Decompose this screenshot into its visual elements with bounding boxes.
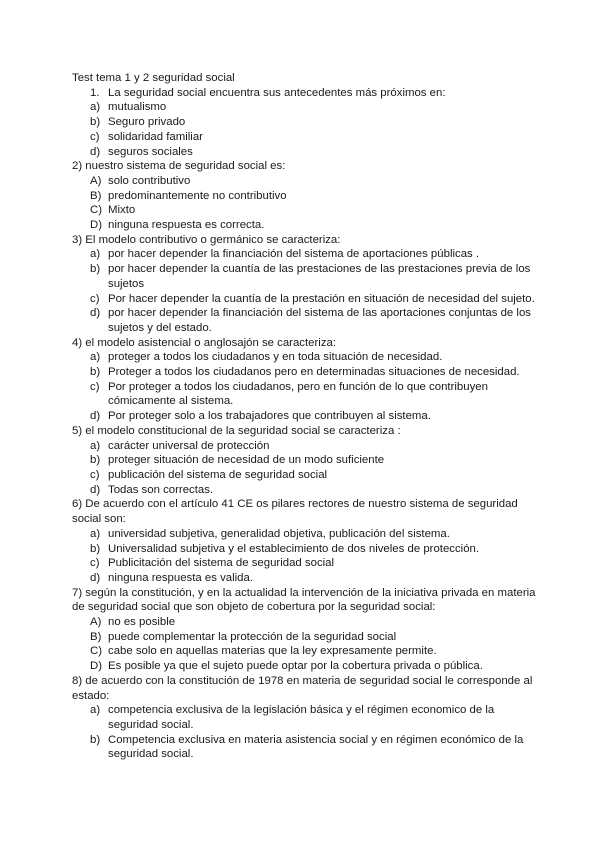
answer-option [90, 247, 534, 262]
answer-option [90, 189, 534, 204]
question-1-number: 1. [90, 86, 100, 99]
option-text-line: seguridad social. [108, 748, 194, 761]
answer-option [90, 203, 534, 218]
option-label: B) [90, 189, 102, 202]
option-label: c) [90, 468, 100, 481]
answer-option [90, 659, 534, 674]
answer-option [90, 409, 534, 424]
answer-option [90, 218, 534, 233]
option-label: b) [90, 366, 101, 379]
answer-option [90, 615, 534, 630]
option-text-line: universidad subjetiva, generalidad objetiva, publicación del sistema. [108, 527, 450, 540]
answer-option [90, 306, 534, 335]
option-text-line: Por hacer depender la cuantía de la prestación en situación de necesidad del sujeto. [108, 292, 535, 305]
answer-option [90, 350, 534, 365]
option-text [108, 527, 534, 542]
question-text-line: 3) El modelo contributivo o germánico se caracteriza: [72, 233, 341, 246]
option-label: d) [90, 483, 101, 496]
option-text [108, 247, 534, 262]
answer-option [90, 380, 534, 409]
question-7 [72, 586, 534, 674]
option-text [108, 350, 534, 365]
option-text-line: mutualismo [108, 101, 167, 114]
option-text-line: ninguna respuesta es correcta. [108, 219, 265, 232]
option-text [108, 733, 534, 762]
option-label: a) [90, 439, 101, 452]
option-text-line: Todas son correctas. [108, 483, 214, 496]
option-text-line: Seguro privado [108, 116, 186, 129]
option-text [108, 659, 534, 674]
answer-option [90, 733, 534, 762]
document-title: Test tema 1 y 2 seguridad social [72, 72, 235, 84]
option-text [108, 189, 534, 204]
option-text-line: carácter universal de protección [108, 439, 270, 452]
option-text-line: competencia exclusiva de la legislación básica y el régimen economico de la [108, 704, 495, 717]
answer-option [90, 630, 534, 645]
option-label: C) [90, 645, 103, 658]
option-label: c) [90, 380, 100, 393]
option-text [108, 615, 534, 630]
answer-option [90, 262, 534, 291]
answer-option [90, 468, 534, 483]
option-text-line: seguros sociales [108, 145, 193, 158]
option-label: d) [90, 145, 101, 158]
option-text-line: Es posible ya que el sujeto puede optar por la cobertura privada o pública. [108, 660, 483, 673]
option-label: C) [90, 204, 103, 217]
option-label: c) [90, 292, 100, 305]
answer-option [90, 453, 534, 468]
question-1 [90, 86, 534, 101]
option-text [108, 203, 534, 218]
option-text-line: no es posible [108, 616, 176, 629]
option-text [108, 306, 534, 335]
option-text [108, 130, 534, 145]
answer-option [90, 365, 534, 380]
option-text [108, 556, 534, 571]
question-text-line: de seguridad social que son objeto de cobertura por la seguridad social: [72, 601, 436, 614]
option-label: d) [90, 307, 101, 320]
option-text [108, 145, 534, 160]
option-label: A) [90, 174, 102, 187]
question-1-text: La seguridad social encuentra sus antecedentes más próximos en: [108, 86, 446, 99]
option-text-line: por hacer depender la financiación del sistema de aportaciones públicas . [108, 248, 480, 261]
answer-option [90, 174, 534, 189]
answer-option [90, 439, 534, 454]
option-text-line: proteger a todos los ciudadanos y en toda situación de necesidad. [108, 351, 443, 364]
test-content [72, 71, 534, 762]
option-text [108, 409, 534, 424]
option-text [108, 115, 534, 130]
option-text-line: Mixto [108, 204, 136, 217]
question-4 [72, 336, 534, 424]
answer-option [90, 644, 534, 659]
question-3 [72, 233, 534, 336]
answer-option [90, 292, 534, 307]
option-text-line: solidaridad familiar [108, 130, 203, 143]
option-text [108, 468, 534, 483]
option-text-line: seguridad social. [108, 718, 194, 731]
option-text [108, 292, 535, 307]
question-text-line: 2) nuestro sistema de seguridad social es: [72, 160, 286, 173]
option-text [108, 483, 534, 498]
option-text-line: ninguna respuesta es valida. [108, 571, 254, 584]
answer-option [90, 115, 534, 130]
option-label: d) [90, 410, 101, 423]
question-text-line: 5) el modelo constitucional de la seguridad social se caracteriza : [72, 424, 401, 437]
option-text-line: Proteger a todos los ciudadanos pero en determinadas situaciones de necesidad. [108, 366, 520, 379]
option-text-line: proteger situación de necesidad de un modo suficiente [108, 454, 385, 467]
question-text-line: social son: [72, 513, 126, 526]
option-label: d) [90, 571, 101, 584]
option-text [108, 542, 534, 557]
option-label: D) [90, 219, 103, 232]
option-text-line: sujetos [108, 277, 145, 290]
answer-option [90, 542, 534, 557]
option-label: a) [90, 248, 101, 261]
answer-option [90, 145, 534, 160]
option-label: c) [90, 557, 100, 570]
answer-option [90, 556, 534, 571]
option-text [108, 174, 534, 189]
option-label: a) [90, 704, 101, 717]
option-text-line: Publicitación del sistema de seguridad social [108, 557, 335, 570]
question-2 [72, 159, 534, 233]
option-label: b) [90, 454, 101, 467]
option-text [108, 365, 534, 380]
option-text-line: Por proteger a todos los ciudadanos, pero en función de lo que contribuyen [108, 380, 488, 393]
question-text-line: 7) según la constitución, y en la actualidad la intervención de la iniciativa privada en materia [72, 586, 536, 599]
question-1-options [72, 100, 534, 159]
option-text-line: por hacer depender la financiación del sistema de las aportaciones conjuntas de los [108, 307, 531, 320]
answer-option [90, 130, 534, 145]
option-text [108, 380, 534, 409]
option-label: a) [90, 527, 101, 540]
answer-option [90, 703, 534, 732]
option-text-line: predominantemente no contributivo [108, 189, 287, 202]
option-label: b) [90, 733, 101, 746]
question-text-line: estado: [72, 689, 110, 702]
question-8 [72, 674, 534, 762]
option-text [108, 453, 534, 468]
answer-option [90, 100, 534, 115]
option-text-line: Universalidad subjetiva y el establecimiento de dos niveles de protección. [108, 542, 480, 555]
option-text [108, 262, 534, 291]
option-label: D) [90, 660, 103, 673]
option-label: b) [90, 542, 101, 555]
option-label: a) [90, 351, 101, 364]
option-text [108, 630, 534, 645]
option-text-line: sujetos y del estado. [108, 321, 212, 334]
answer-option [90, 483, 534, 498]
question-text-line: 6) De acuerdo con el artículo 41 CE os pilares rectores de nuestro sistema de seguridad [72, 498, 518, 511]
option-label: a) [90, 101, 101, 114]
question-text-line: 8) de acuerdo con la constitución de 1978 en materia de seguridad social le corresponde al [72, 674, 533, 687]
option-label: c) [90, 130, 100, 143]
option-text [108, 218, 534, 233]
option-label: b) [90, 116, 101, 129]
option-text-line: por hacer depender la cuantía de las prestaciones de las prestaciones previa de los [108, 263, 531, 276]
answer-option [90, 571, 534, 586]
answer-option [90, 527, 534, 542]
option-text [108, 100, 534, 115]
option-text [108, 644, 534, 659]
option-text [108, 439, 534, 454]
option-text [108, 571, 534, 586]
option-text-line: puede complementar la protección de la seguridad social [108, 630, 397, 643]
option-label: B) [90, 630, 102, 643]
option-text [108, 703, 534, 732]
option-text-line: Competencia exclusiva en materia asistencia social y en régimen económico de la [108, 733, 524, 746]
option-label: b) [90, 263, 101, 276]
question-text-line: 4) el modelo asistencial o anglosajón se caracteriza: [72, 336, 337, 349]
option-text-line: publicación del sistema de seguridad social [108, 468, 328, 481]
option-text-line: Por proteger solo a los trabajadores que contribuyen al sistema. [108, 410, 431, 423]
option-text-line: cómicamente al sistema. [108, 395, 234, 408]
question-5 [72, 424, 534, 498]
option-label: A) [90, 616, 102, 629]
option-text-line: cabe solo en aquellas materias que la ley expresamente permite. [108, 645, 437, 658]
question-6 [72, 497, 534, 585]
option-text-line: solo contributivo [108, 174, 191, 187]
